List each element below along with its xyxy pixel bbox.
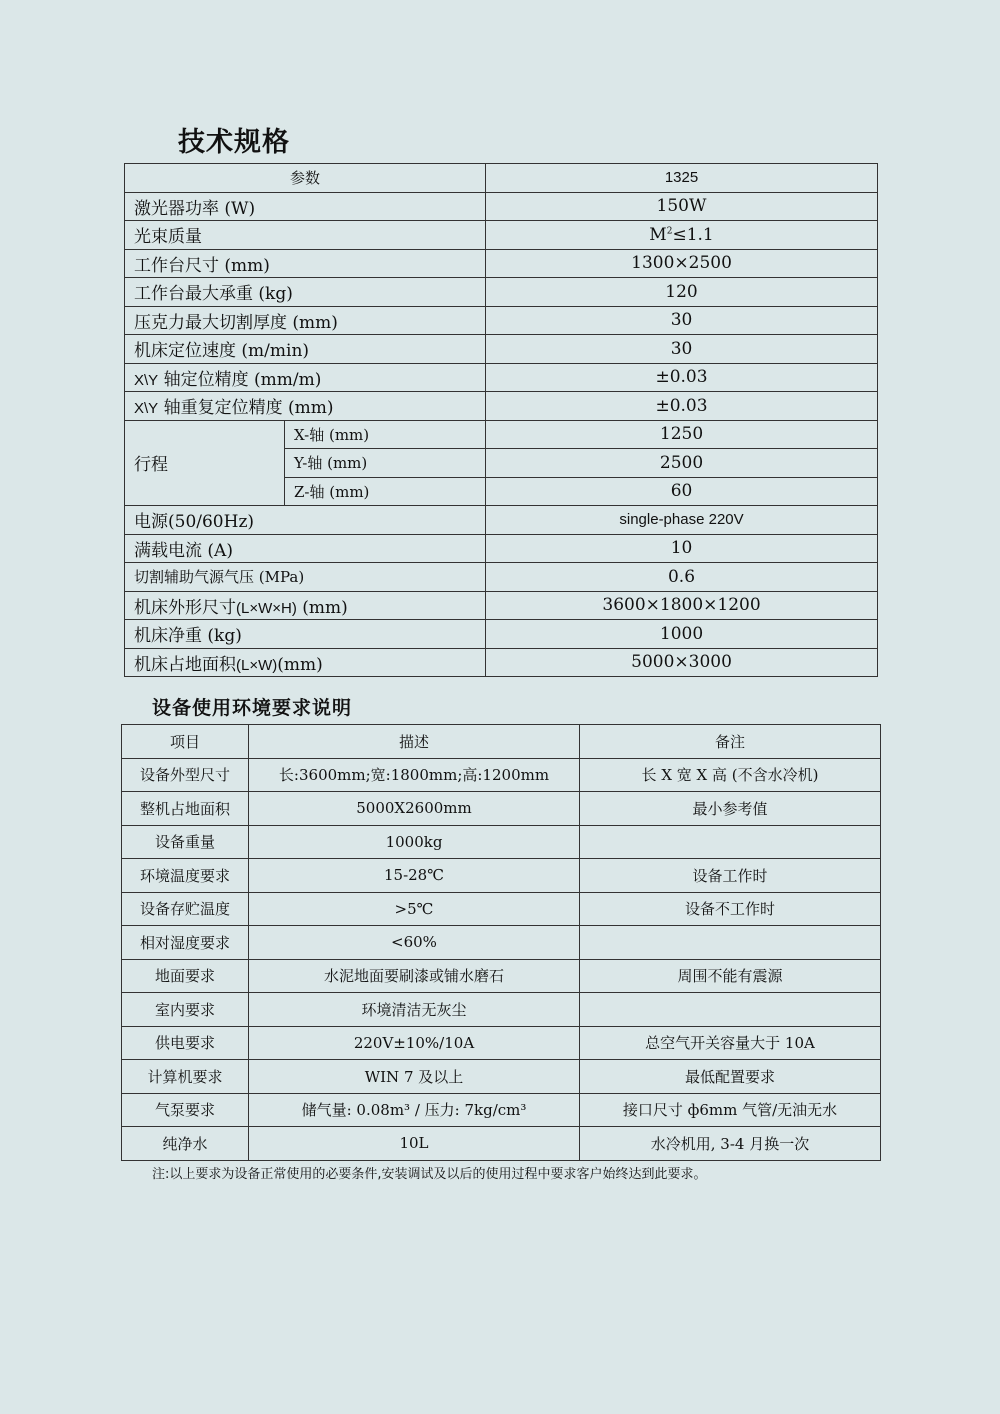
spec-value: 1250: [486, 420, 878, 449]
spec-label: 工作台最大承重 (kg): [125, 278, 486, 307]
spec-label: 机床定位速度 (m/min): [125, 335, 486, 364]
label-unit: (mm): [277, 654, 323, 675]
table-row: [122, 1060, 881, 1094]
spec-value: 3600×1800×1200: [486, 591, 878, 620]
table-row: [125, 192, 878, 221]
spec-value: 1300×2500: [486, 249, 878, 278]
spec-value: 60: [486, 477, 878, 506]
remark-cell: 最小参考值: [580, 792, 881, 826]
travel-label: 行程: [125, 420, 285, 506]
spec-label: [125, 392, 486, 421]
spec-label: 满载电流 (A): [125, 534, 486, 563]
spec-value: 150W: [486, 192, 878, 221]
env-table: [121, 724, 881, 1161]
table-row: [122, 859, 881, 893]
description-cell: 环境清洁无灰尘: [249, 993, 580, 1027]
label-text: 轴定位精度 (mm/m): [158, 369, 322, 390]
spec-value: 120: [486, 278, 878, 307]
remark-cell: [580, 926, 881, 960]
description-cell: 15-28℃: [249, 859, 580, 893]
spec-label: 切割辅助气源气压 (MPa): [125, 563, 486, 592]
travel-axis: X-轴 (mm): [285, 420, 486, 449]
remark-cell: 水冷机用, 3-4 月换一次: [580, 1127, 881, 1161]
table-row: [125, 506, 878, 535]
table-row: [122, 792, 881, 826]
spec-value: 2500: [486, 449, 878, 478]
table-row: [125, 164, 878, 193]
table-row: [125, 563, 878, 592]
item-cell: 室内要求: [122, 993, 249, 1027]
table-row: [122, 825, 881, 859]
item-cell: 供电要求: [122, 1026, 249, 1060]
axis-prefix: X\Y: [134, 400, 159, 418]
table-row: [122, 892, 881, 926]
remark-cell: 长 X 宽 X 高 (不含水冷机): [580, 758, 881, 792]
spec-value: ±0.03: [486, 392, 878, 421]
table-row: [122, 926, 881, 960]
label-dims: (L×W×H): [236, 599, 297, 617]
spec-value: 0.6: [486, 563, 878, 592]
spec-value: 30: [486, 306, 878, 335]
spec-value: [486, 221, 878, 250]
table-row: [122, 1093, 881, 1127]
item-cell: 气泵要求: [122, 1093, 249, 1127]
value-suffix: ≤1.1: [672, 224, 714, 245]
column-header: 项目: [122, 725, 249, 759]
remark-cell: 最低配置要求: [580, 1060, 881, 1094]
remark-cell: 设备不工作时: [580, 892, 881, 926]
remark-cell: [580, 825, 881, 859]
spec-value: 5000×3000: [486, 648, 878, 677]
label-text: 机床外形尺寸: [134, 597, 236, 618]
table-row: [125, 249, 878, 278]
description-cell: <60%: [249, 926, 580, 960]
item-cell: 计算机要求: [122, 1060, 249, 1094]
table-row: [125, 648, 878, 677]
table-header-row: [122, 725, 881, 759]
table-row: [125, 420, 878, 449]
spec-label: [125, 591, 486, 620]
item-cell: 相对湿度要求: [122, 926, 249, 960]
remark-cell: 接口尺寸 ф6mm 气管/无油无水: [580, 1093, 881, 1127]
spec-header-model: 1325: [486, 164, 878, 193]
spec-title: 技术规格: [178, 127, 290, 158]
description-cell: 5000X2600mm: [249, 792, 580, 826]
item-cell: 设备重量: [122, 825, 249, 859]
axis-prefix: X\Y: [134, 371, 159, 389]
description-cell: 水泥地面要刷漆或铺水磨石: [249, 959, 580, 993]
item-cell: 环境温度要求: [122, 859, 249, 893]
table-row: [122, 758, 881, 792]
spec-label: 光束质量: [125, 221, 486, 250]
label-text: 轴重复定位精度 (mm): [158, 398, 334, 419]
table-row: [125, 278, 878, 307]
table-row: [122, 1026, 881, 1060]
spec-value: 30: [486, 335, 878, 364]
travel-axis: Y-轴 (mm): [285, 449, 486, 478]
value-prefix: M: [649, 224, 667, 245]
remark-cell: 设备工作时: [580, 859, 881, 893]
table-row: [125, 620, 878, 649]
table-row: [125, 221, 878, 250]
spec-label: 压克力最大切割厚度 (mm): [125, 306, 486, 335]
item-cell: 设备存贮温度: [122, 892, 249, 926]
spec-header-param: 参数: [125, 164, 486, 193]
table-row: [125, 591, 878, 620]
description-cell: WIN 7 及以上: [249, 1060, 580, 1094]
spec-value: single-phase 220V: [486, 506, 878, 535]
table-row: [125, 392, 878, 421]
spec-value: ±0.03: [486, 363, 878, 392]
spec-label: 机床净重 (kg): [125, 620, 486, 649]
spec-value: 10: [486, 534, 878, 563]
description-cell: 长:3600mm;宽:1800mm;高:1200mm: [249, 758, 580, 792]
item-cell: 设备外型尺寸: [122, 758, 249, 792]
label-unit: (mm): [296, 597, 348, 618]
spec-table: [124, 163, 878, 677]
table-row: [125, 363, 878, 392]
spec-value: 1000: [486, 620, 878, 649]
column-header: 描述: [249, 725, 580, 759]
item-cell: 整机占地面积: [122, 792, 249, 826]
env-title: 设备使用环境要求说明: [152, 697, 353, 719]
description-cell: >5℃: [249, 892, 580, 926]
table-row: [122, 959, 881, 993]
description-cell: 1000kg: [249, 825, 580, 859]
description-cell: 220V±10%/10A: [249, 1026, 580, 1060]
item-cell: 地面要求: [122, 959, 249, 993]
table-row: [125, 335, 878, 364]
table-row: [122, 993, 881, 1027]
label-text: 机床占地面积: [134, 654, 236, 675]
remark-cell: 总空气开关容量大于 10A: [580, 1026, 881, 1060]
label-dims: (L×W): [236, 656, 278, 674]
spec-label: 电源(50/60Hz): [125, 506, 486, 535]
table-row: [122, 1127, 881, 1161]
spec-label: [125, 363, 486, 392]
table-row: [125, 306, 878, 335]
footnote: 注:以上要求为设备正常使用的必要条件,安装调试及以后的使用过程中要求客户始终达到此要求。: [152, 1167, 707, 1182]
spec-label: 激光器功率 (W): [125, 192, 486, 221]
description-cell: 10L: [249, 1127, 580, 1161]
spec-label: [125, 648, 486, 677]
table-row: [125, 534, 878, 563]
spec-label: 工作台尺寸 (mm): [125, 249, 486, 278]
value-superscript: 2: [666, 226, 673, 237]
description-cell: 储气量: 0.08m³ / 压力: 7kg/cm³: [249, 1093, 580, 1127]
item-cell: 纯净水: [122, 1127, 249, 1161]
remark-cell: 周围不能有震源: [580, 959, 881, 993]
remark-cell: [580, 993, 881, 1027]
travel-axis: Z-轴 (mm): [285, 477, 486, 506]
column-header: 备注: [580, 725, 881, 759]
